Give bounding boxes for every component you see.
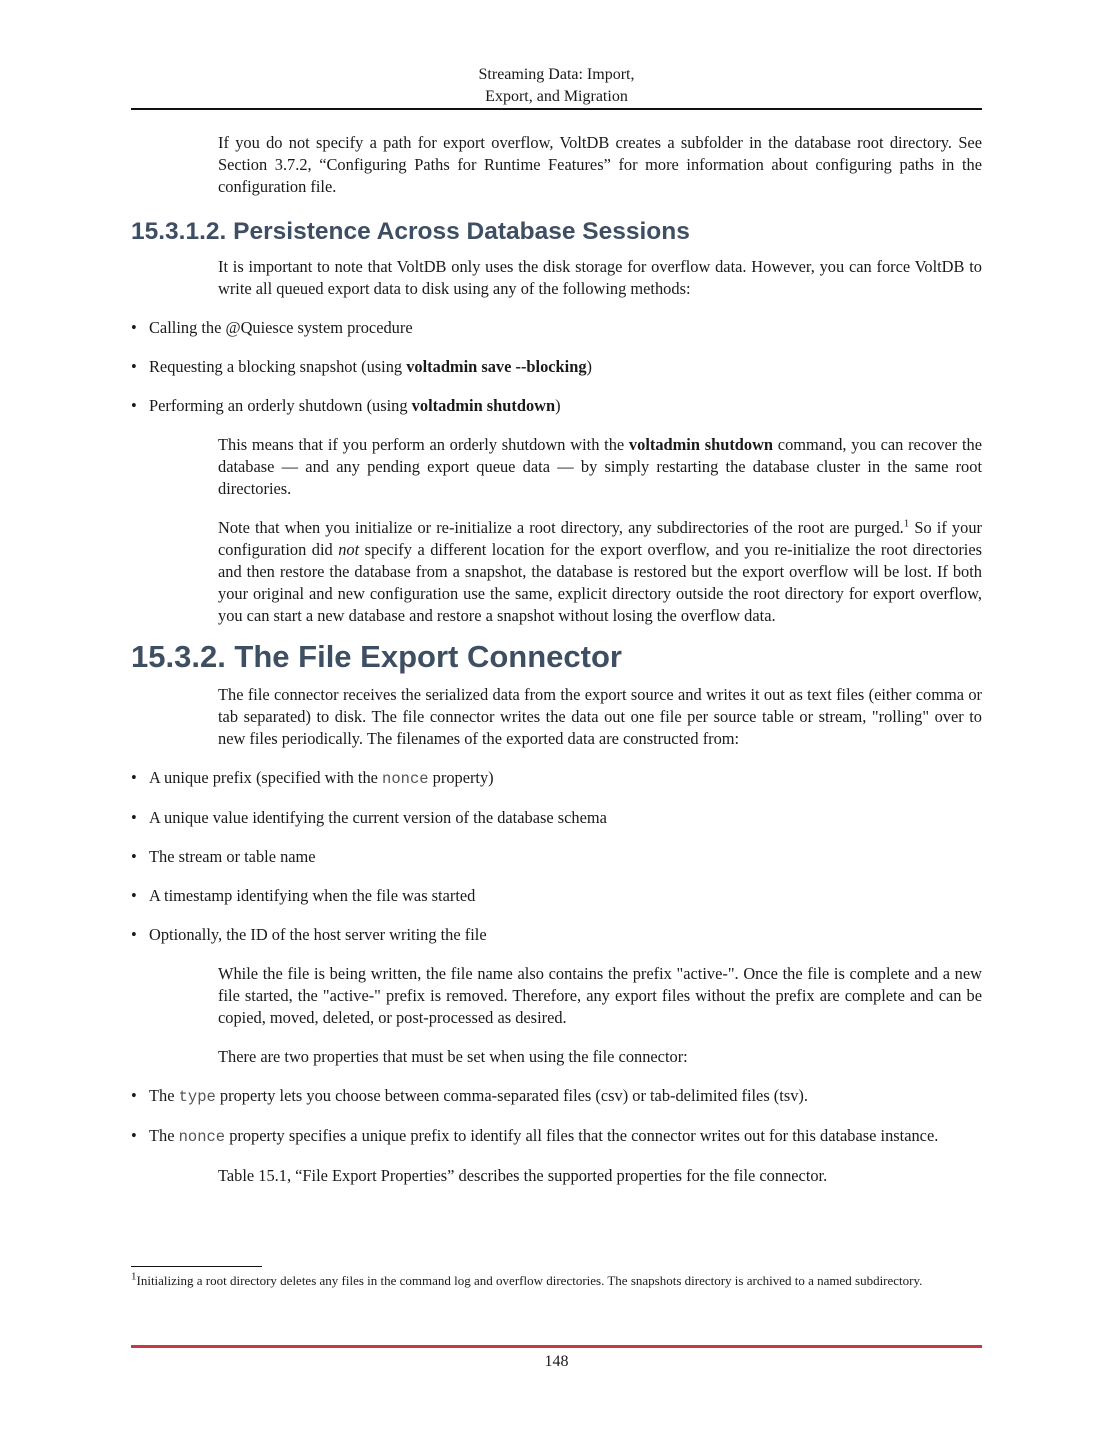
list-item-text: The	[149, 1086, 179, 1105]
list-item-text: Performing an orderly shutdown (using	[149, 396, 412, 415]
paragraph-text: Note that when you initialize or re-initialize a root directory, any subdirectories of the root are purged.	[218, 518, 904, 537]
list-item	[131, 356, 982, 378]
persistence-method-list	[131, 317, 982, 417]
list-item-text: Requesting a blocking snapshot (using	[149, 357, 407, 376]
list-item-text: The stream or table name	[149, 847, 316, 866]
running-header-line-2: Export, and Migration	[485, 88, 628, 105]
list-item	[131, 395, 982, 417]
paragraph-text: This means that if you perform an orderly shutdown with the	[218, 435, 629, 454]
command-voltadmin-save-blocking: voltadmin save --blocking	[406, 357, 587, 376]
running-header	[131, 64, 982, 108]
list-item-text: Calling the @Quiesce system procedure	[149, 318, 413, 337]
file-connector-paragraph-3: There are two properties that must be set when using the file connector:	[218, 1047, 688, 1066]
list-item-text: Optionally, the ID of the host server writing the file	[149, 925, 487, 944]
paragraph-text: So if your configuration did	[218, 518, 982, 559]
footnote-reference[interactable]: 1	[903, 517, 910, 530]
command-voltadmin-shutdown-inline: voltadmin shutdown	[628, 435, 774, 454]
filename-components-list	[131, 767, 982, 946]
list-item-text-end: property lets you choose between comma-separated files (csv) or tab-delimited files (tsv).	[215, 1086, 808, 1105]
list-item	[131, 807, 982, 829]
footnote-divider	[131, 1266, 262, 1267]
list-item-text-end: )	[586, 357, 593, 376]
persistence-paragraph-2	[218, 434, 982, 500]
list-item	[131, 317, 982, 339]
persistence-paragraph-1: It is important to note that VoltDB only uses the disk storage for overflow data. However, you can force VoltDB to write all queued export data to disk using any of the following methods:	[218, 257, 982, 298]
file-connector-paragraph-2: While the file is being written, the file name also contains the prefix "active-". Once the file is complete and a new file started, the "active-" prefix is removed. Therefore, any export files without the prefix are complete and can be copied, moved, deleted, or post-processed as desired.	[218, 964, 982, 1027]
list-item	[131, 1085, 982, 1108]
code-nonce: nonce	[382, 770, 429, 788]
list-item-text-end: property specifies a unique prefix to identify all files that the connector writes out for this database instance.	[225, 1126, 939, 1145]
list-item-text-end: property)	[428, 768, 494, 787]
list-item-text: A timestamp identifying when the file was started	[149, 886, 476, 905]
paragraph-text: command, you can recover the database — and any pending export queue data — by simply restarting the database cluster in the same root directories.	[218, 435, 983, 498]
emphasis-not: not	[338, 540, 360, 559]
page-body	[131, 128, 982, 1187]
list-item	[131, 767, 982, 790]
file-connector-paragraph-4: Table 15.1, “File Export Properties” describes the supported properties for the file connector.	[218, 1166, 828, 1185]
list-item-text-end: )	[555, 396, 561, 415]
code-nonce: nonce	[178, 1128, 226, 1146]
page-number: 148	[544, 1353, 569, 1370]
footer-divider	[131, 1345, 982, 1348]
persistence-paragraph-3	[218, 517, 982, 627]
command-voltadmin-shutdown: voltadmin shutdown	[411, 396, 556, 415]
list-item	[131, 846, 982, 868]
code-type: type	[178, 1088, 216, 1106]
footnote-marker: 1	[131, 1270, 137, 1283]
list-item	[131, 924, 982, 946]
section-heading-15-3-2: 15.3.2. The File Export Connector	[131, 639, 622, 674]
paragraph-text: specify a different location for the export overflow, and you re-initialize the root directories and then restore the database from a snapshot, the database is restored but the export overflow will be lost. If both your original and new configuration use the same, explicit directory outside the root directory for export overflow, you can start a new database and restore a snapshot without losing the overflow data.	[218, 540, 982, 625]
required-properties-list	[131, 1085, 982, 1148]
list-item	[131, 1125, 982, 1148]
section-heading-15-3-1-2: 15.3.1.2. Persistence Across Database Sessions	[131, 218, 690, 245]
header-divider	[131, 108, 982, 110]
footnote-text: Initializing a root directory deletes any files in the command log and overflow directories. The snapshots directory is archived to a named subdirectory.	[136, 1273, 923, 1288]
list-item	[131, 885, 982, 907]
list-item-text: A unique value identifying the current version of the database schema	[149, 808, 607, 827]
list-item-text: The	[149, 1126, 179, 1145]
running-header-line-1: Streaming Data: Import,	[478, 66, 635, 83]
file-connector-paragraph-1: The file connector receives the serialized data from the export source and writes it out as text files (either comma or tab separated) to disk. The file connector writes the data out one file per source table or stream, "rolling" over to new files periodically. The filenames of the exported data are constructed from:	[218, 685, 982, 748]
list-item-text: A unique prefix (specified with the	[149, 768, 383, 787]
intro-paragraph: If you do not specify a path for export overflow, VoltDB creates a subfolder in the database root directory. See Section 3.7.2, “Configuring Paths for Runtime Features” for more information about configuring paths in the configuration file.	[218, 133, 982, 196]
footnote	[131, 1272, 982, 1290]
